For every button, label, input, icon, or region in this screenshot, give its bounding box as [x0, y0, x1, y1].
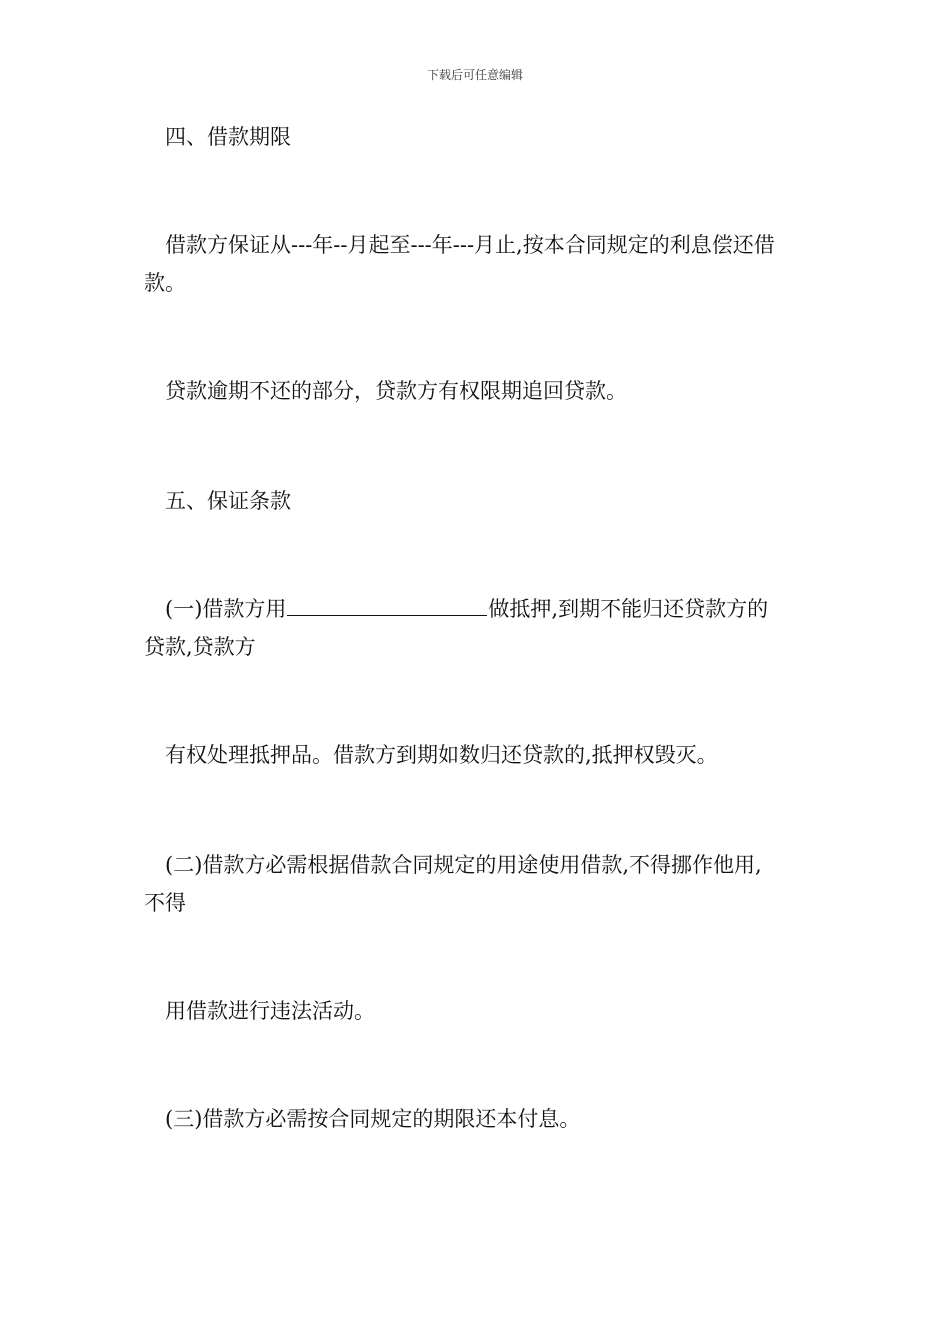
page-header: 下载后可任意编辑 [426, 68, 523, 82]
clause-1-prefix: (一)借款方用 [165, 597, 287, 621]
clause-1-line-1 [144, 592, 833, 626]
clause-2-line-3: 用借款进行违法活动。 [165, 999, 375, 1023]
clause-3: (三)借款方必需按合同规定的期限还本付息。 [165, 1107, 581, 1131]
term-paragraph-line-2: 款。 [144, 271, 186, 295]
clause-2-line-2: 不得 [144, 891, 186, 915]
overdue-paragraph: 贷款逾期不还的部分，贷款方有权限期追回贷款。 [165, 379, 627, 403]
clause-1-line-3: 有权处理抵押品。借款方到期如数归还贷款的,抵押权毁灭。 [165, 743, 718, 767]
clause-1-line-2: 贷款,贷款方 [144, 635, 256, 659]
collateral-blank-line [287, 593, 487, 616]
term-paragraph-line-1: 借款方保证从---年--月起至---年---月止,按本合同规定的利息偿还借 [165, 233, 775, 257]
clause-2-line-1: (二)借款方必需根据借款合同规定的用途使用借款,不得挪作他用, [165, 853, 762, 877]
section-heading-guarantee: 五、保证条款 [165, 489, 291, 513]
clause-1-suffix: 做抵押,到期不能归还贷款方的 [488, 597, 769, 621]
section-heading-term: 四、借款期限 [165, 125, 291, 149]
